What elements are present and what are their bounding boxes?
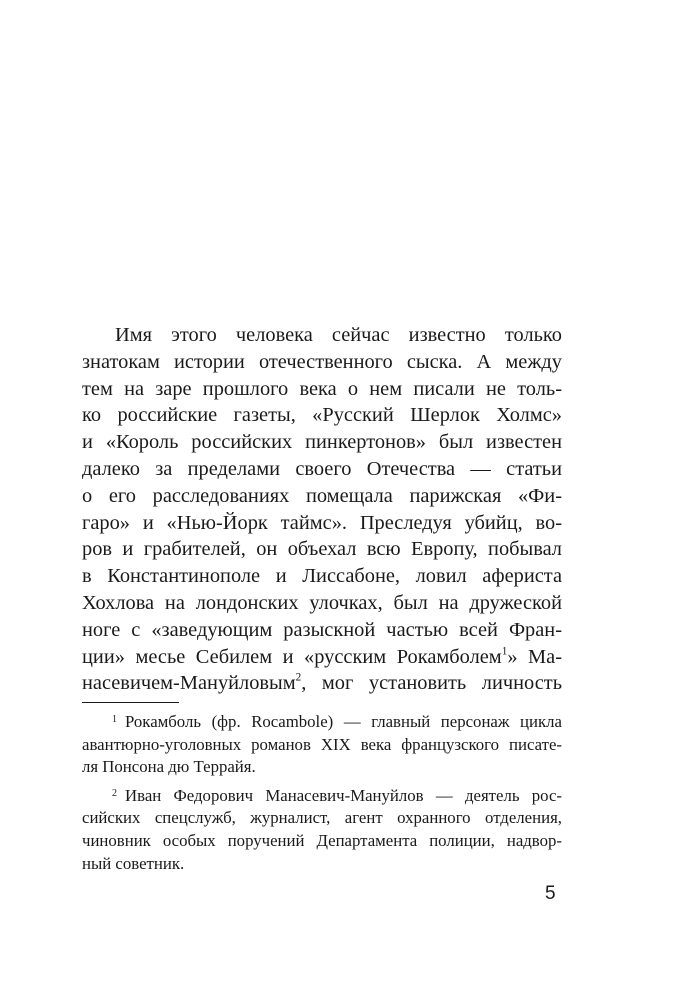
body-line: Хохлова на лондонских улочках, был на дружеской — [82, 591, 562, 614]
footnote-line: авантюрно-уголовных романов XIX века французского писате- — [82, 734, 562, 754]
body-line: ров и грабителей, он объехал всю Европу, побывал — [82, 538, 562, 561]
body-line-with-ref — [82, 644, 562, 671]
body-text — [82, 322, 562, 697]
body-line: гаро» и «Нью-Йорк таймс». Преследуя убийц, во- — [82, 511, 562, 534]
footnote-separator — [82, 702, 179, 703]
body-line-text: » Ма- — [507, 645, 562, 668]
footnote-line: сийских спецслужб, журналист, агент охранного отделения, — [82, 808, 562, 828]
footnote-text: Иван Федорович Манасевич-Мануйлов — деятель рос- — [125, 785, 562, 805]
body-line: ко российские газеты, «Русский Шерлок Холмс» — [82, 404, 562, 427]
footnote-ref-2: 2 — [295, 671, 302, 684]
footnote-line — [82, 785, 562, 808]
body-line-text: , мог установить личность — [301, 672, 562, 695]
footnote-marker: 1 — [112, 714, 117, 725]
footnote-ref-1: 1 — [501, 645, 508, 658]
body-line: знатокам истории отечественного сыска. А между — [82, 350, 562, 373]
body-line-text: насевичем-Мануйловым — [82, 672, 296, 695]
body-line: и «Король российских пинкертонов» был известен — [82, 431, 562, 454]
footnote-2 — [82, 785, 562, 875]
body-line: ноге с «заведующим разыскной частью всей Фран- — [82, 618, 562, 641]
page-number: 5 — [545, 883, 556, 904]
body-line-with-ref — [82, 670, 562, 697]
body-line: о его расследованиях помещала парижская «Фи- — [82, 484, 562, 507]
footnote-text: Рокамболь (фр. Rocambole) — главный персонаж цикла — [125, 712, 562, 731]
footnote-line: чиновник особых поручений Департамента полиции, надвор- — [82, 830, 562, 850]
body-line: в Константинополе и Лиссабоне, ловил афериста — [82, 565, 562, 588]
body-line: далеко за пределами своего Отечества — статьи — [82, 457, 562, 480]
body-line: тем на заре прошлого века о нем писали не толь- — [82, 377, 562, 400]
footnote-1 — [82, 711, 562, 779]
footnote-line — [82, 711, 562, 734]
body-line: Имя этого человека сейчас известно только — [115, 324, 562, 346]
footnote-marker: 2 — [112, 787, 117, 799]
footnote-line: ля Понсона дю Террайя. — [82, 757, 256, 777]
footnotes — [82, 711, 562, 875]
body-line-text: ции» месье Себилем и «русским Рокамболем — [82, 645, 502, 668]
footnote-line: ный советник. — [82, 853, 185, 873]
